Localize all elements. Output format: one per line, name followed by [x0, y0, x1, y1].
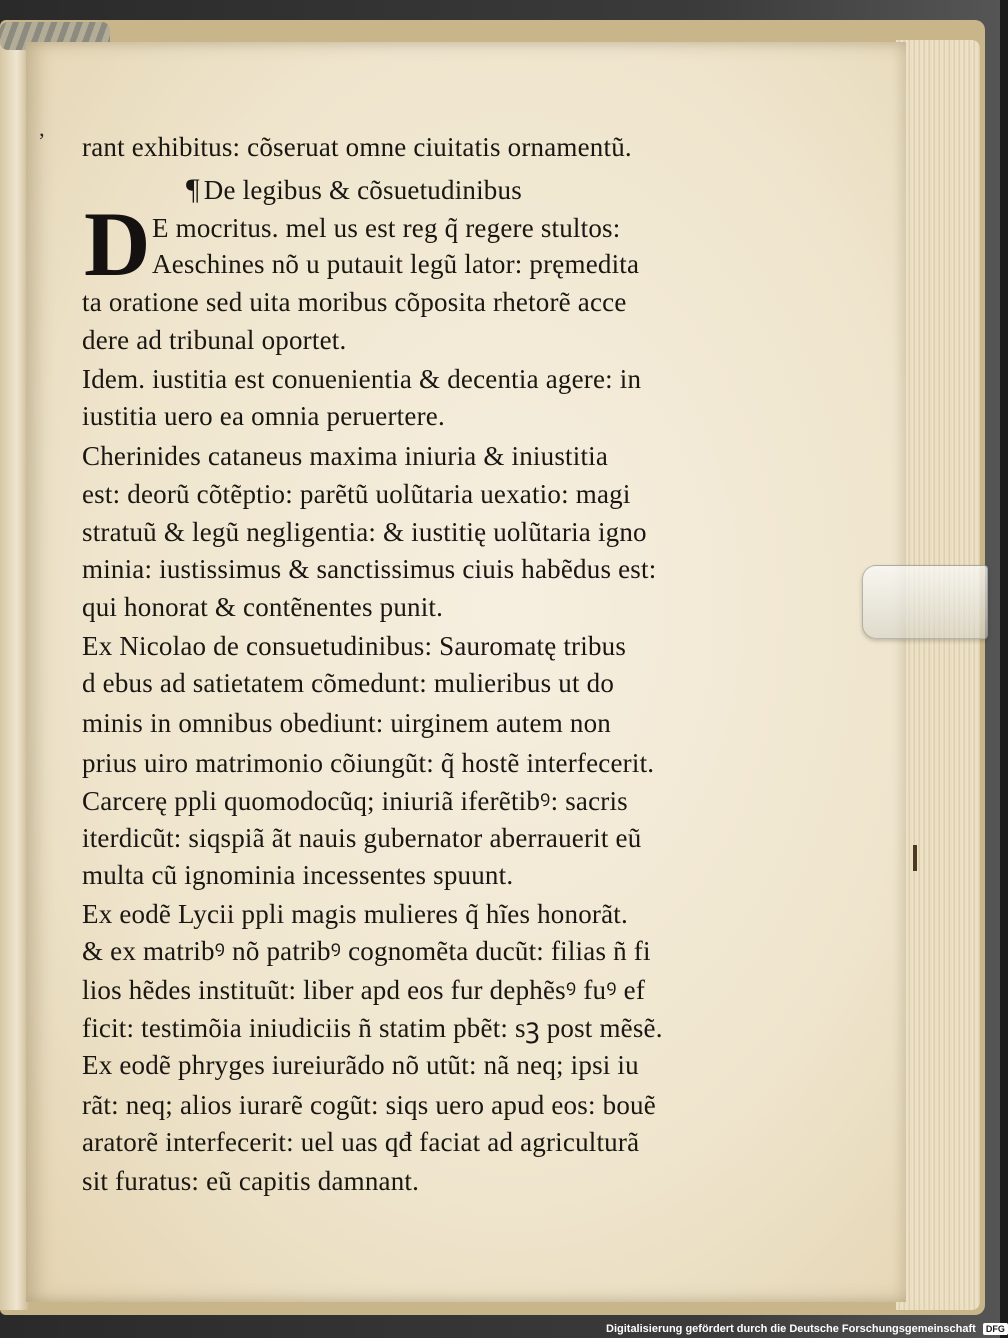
text-line: ficit: testimõia iniudiciis ñ statim pbẽt: sꝫ post mẽsẽ.: [82, 1013, 663, 1043]
text-line: iustitia uero ea omnia peruertere.: [82, 401, 445, 431]
text-line: iterdicũt: siqspiã ãt nauis gubernator aberrauerit eũ: [82, 823, 642, 853]
text-line: d ebus ad satietatem cõmedunt: mulieribus ut do: [82, 668, 615, 698]
text-line: rant exhibitus: cõseruat omne ciuitatis ornamentũ.: [82, 132, 632, 162]
text-line: Cherinides cataneus maxima iniuria & iniustitia: [82, 441, 609, 471]
text-line: Carcerę ppli quomodocũq; iniuriã iferẽtibꝰ: sacris: [82, 786, 628, 816]
text-line: Idem. iustitia est conuenientia & decentia agere: in: [82, 364, 642, 394]
text-line: stratuũ & legũ negligentia: & iustitię uolũtaria igno: [82, 517, 647, 547]
text-line: dere ad tribunal oportet.: [82, 325, 347, 355]
text-line: lios hẽdes instituũt: liber apd eos fur dephẽsꝰ fuꝰ ef: [82, 975, 646, 1005]
section-heading: [186, 172, 866, 208]
text-line: minis in omnibus obediunt: uirginem autem non: [82, 708, 611, 738]
dfg-logo: DFG: [983, 1323, 1008, 1335]
text-line: rãt: neq; alios iurarẽ cogũt: siqs uero apud eos: bouẽ: [82, 1090, 656, 1120]
text-line: Ex eodẽ Lycii ppli magis mulieres q̃ hĩes honorãt.: [82, 899, 628, 929]
text-line: ta oratione sed uita moribus cõposita rhetorẽ acce: [82, 287, 627, 317]
text-line: Ex Nicolao de consuetudinibus: Sauromatę tribus: [82, 631, 627, 661]
margin-mark: ’: [38, 128, 46, 153]
text-line: Aeschines nõ u putauit legũ lator: pręmedita: [152, 249, 640, 279]
text-line: E mocritus. mel us est reg q̃ regere stultos:: [152, 213, 621, 243]
text-line: sit furatus: eũ capitis damnant.: [82, 1166, 420, 1196]
footer-credit: [606, 1320, 1008, 1338]
text-line: minia: iustissimus & sanctissimus ciuis habẽdus est:: [82, 554, 657, 584]
text-line: & ex matribꝰ nõ patribꝰ cognomẽta ducũt: filias ñ fi: [82, 936, 651, 966]
text-line: Ex eodẽ phryges iureiurãdo nõ utũt: nã neq; ipsi iu: [82, 1050, 639, 1080]
drop-capital: D: [84, 193, 151, 295]
heading-text: De legibus & cõsuetudinibus: [203, 175, 522, 205]
pilcrow-icon: ¶: [186, 173, 200, 206]
text-line: aratorẽ interfecerit: uel uas qđ faciat ad agriculturã: [82, 1127, 640, 1157]
footer-credit-text: Digitalisierung gefördert durch die Deutsche Forschungsgemeinschaft: [606, 1323, 976, 1335]
text-line: est: deorũ cõtẽptio: parẽtũ uolũtaria uexatio: magi: [82, 479, 631, 509]
text-line: multa cũ ignominia incessentes spuunt.: [82, 860, 514, 890]
text-line: qui honorat & contẽnentes punit.: [82, 592, 444, 622]
text-line: prius uiro matrimonio cõiungũt: q̃ hostẽ interfecerit.: [82, 748, 655, 778]
